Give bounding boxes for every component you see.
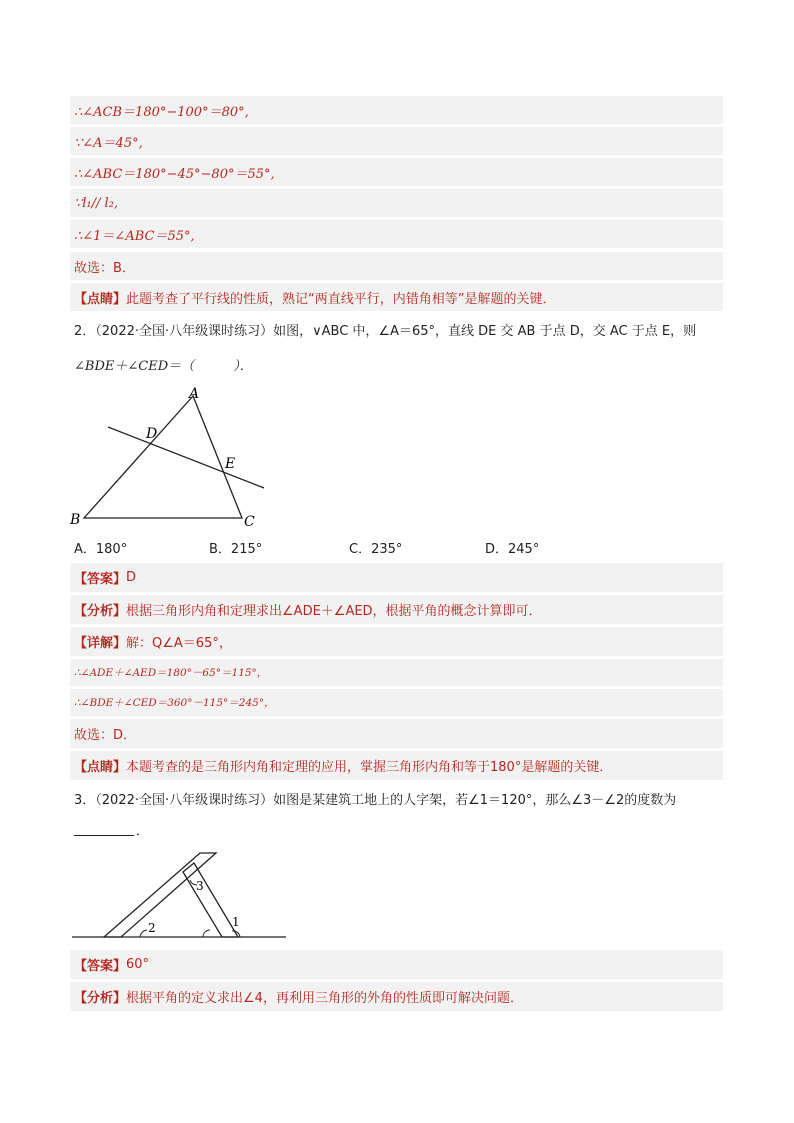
q2-stem-line2: ∠BDE＋∠CED＝（ ）． [74,358,253,374]
analysis-tag: 【分析】 [74,604,127,619]
q3-stem-line1: 3．（2022·全国·八年级课时练习）如图是某建筑工地上的人字架，若∠1＝120°，那么∠3－∠2的度数为 [74,792,677,808]
q2-step2: ∴∠BDE＋∠CED＝360°－115°＝245°， [70,689,723,716]
q2-stem-line1: 2．（2022·全国·八年级课时练习）如图，∨ABC 中，∠A＝65°，直线 DE 交 AB 于点 D，交 AC 于点 E，则 [74,323,697,339]
q3-analysis-row [70,982,723,1011]
option-a: A．180° [74,541,128,557]
comment-row [70,283,723,311]
q3-stem-line2 [70,817,723,841]
solution-line-a: ∵∠A＝45°, [70,127,723,155]
q2-step1: ∴∠ADE＋∠AED＝180°－65°＝115°， [70,659,723,686]
answer-value: 60° [126,957,150,972]
q2-options [70,534,723,560]
comment-text: 此题考查了平行线的性质，熟记“两直线平行，内错角相等”是解题的关键． [126,291,556,307]
label-angle-2: 2 [148,921,156,935]
option-d: D．245° [485,541,540,557]
comment-tag: 【点睛】 [74,760,127,775]
q2-detail-row [70,627,723,656]
analysis-text: 根据平角的定义求出∠4，再利用三角形的外角的性质即可解决问题． [126,991,523,1006]
label-b: B [70,512,81,528]
solution-line-abc: ∴∠ABC＝180°−45°−80°＝55°, [70,158,723,186]
label-angle-1: 1 [232,915,240,929]
analysis-text: 根据三角形内角和定理求出∠ADE＋∠AED，根据平角的概念计算即可． [126,604,542,619]
q2-answer-row [70,563,723,592]
angle-2-arc [140,930,147,937]
detail-text: 解：Q∠A＝65°， [126,636,232,651]
label-e: E [225,456,236,472]
q3-stem-end: ． [136,823,150,839]
detail-tag: 【详解】 [74,636,127,651]
answer-blank [74,823,134,836]
analysis-tag: 【分析】 [74,991,127,1006]
solution-line-angle1: ∴∠1＝∠ABC＝55°, [70,220,723,248]
comment-tag: 【点睛】 [74,291,127,307]
angle-4-arc [203,930,210,937]
solution-line-acb: ∴∠ACB＝180°−100°＝80°, [70,96,723,124]
ladder-long-beam [104,853,216,937]
q2-choice: 故选：D． [70,719,723,748]
ladder-figure [70,846,290,946]
label-d: D [146,426,158,442]
solution-choice: 故选：B． [70,252,723,280]
q2-comment-row [70,751,723,780]
triangle-abc [84,396,242,518]
q2-analysis-row [70,595,723,624]
label-a: A [189,386,200,402]
answer-tag: 【答案】 [74,572,127,587]
comment-text: 本题考查的是三角形内角和定理的应用，掌握三角形内角和等于180°是解题的关键． [126,760,613,775]
answer-tag: 【答案】 [74,959,127,974]
option-b: B．215° [209,541,263,557]
label-angle-3: 3 [196,879,204,893]
q3-answer-row [70,950,723,979]
label-c: C [244,514,255,530]
triangle-figure [66,384,276,532]
option-c: C．235° [349,541,403,557]
line-de [108,427,264,488]
answer-value: D [126,570,137,585]
solution-line-parallel: ∵l₁// l₂, [70,189,723,217]
